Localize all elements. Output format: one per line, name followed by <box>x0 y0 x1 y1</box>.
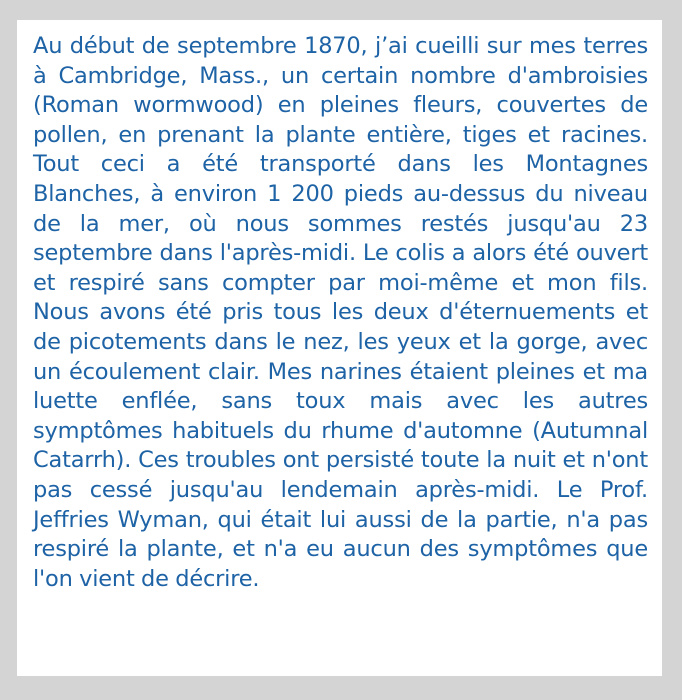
body-paragraph: Au début de septembre 1870, j’ai cueilli sur mes terres à Cambridge, Mass., un certain nombre d'ambroisies (Roman wormwood) en pleines fleurs, couvertes de pollen, en prenant la plante entière, tiges et racines. Tout ceci a été transporté dans les Montagnes Blanches, à environ 1 200 pieds au-dessus du niveau de la mer, où nous sommes restés jusqu'au 23 septembre dans l'après-midi. Le colis a alors été ouvert et respiré sans compter par moi-même et mon fils. Nous avons été pris tous les deux d'éternuements et de picotements dans le nez, les yeux et la gorge, avec un écoulement clair. Mes narines étaient pleines et ma luette enflée, sans toux mais avec les autres symptômes habituels du rhume d'automne (Autumnal Catarrh). Ces troubles ont persisté toute la nuit et n'ont pas cessé jusqu'au lendemain après-midi. Le Prof. Jeffries Wyman, qui était lui aussi de la partie, n'a pas respiré la plante, et n'a eu aucun des symptômes que l'on vient de décrire. <box>33 33 648 592</box>
text-panel <box>17 20 662 676</box>
